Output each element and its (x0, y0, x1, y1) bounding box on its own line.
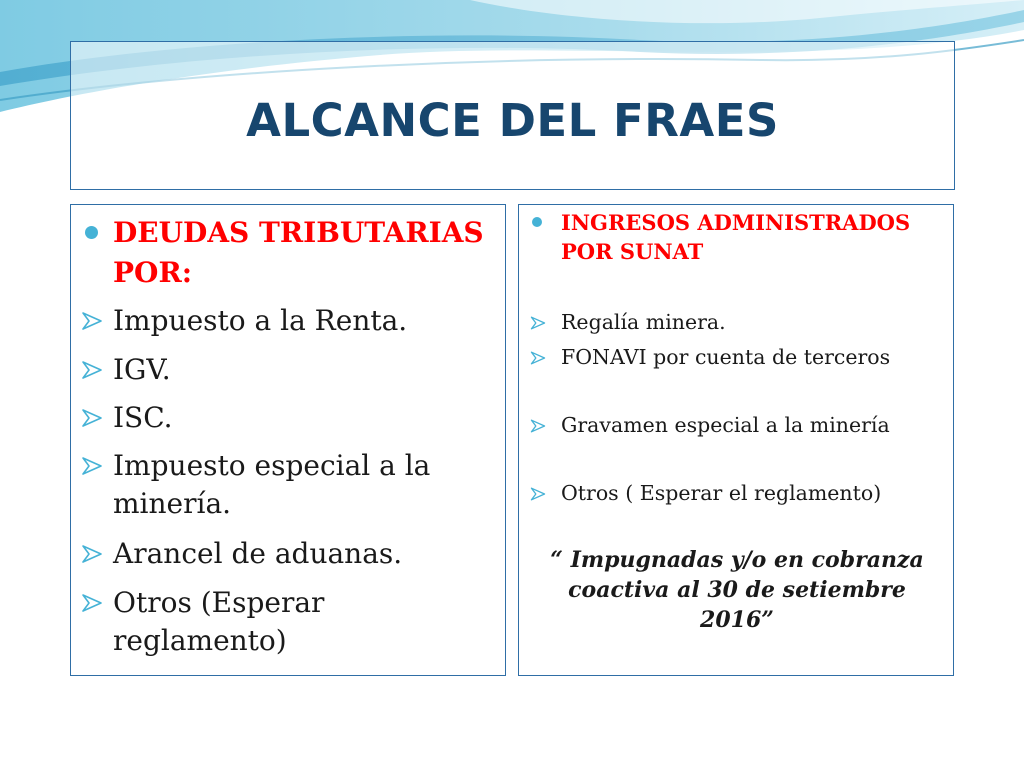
slide-title: ALCANCE DEL FRAES (246, 94, 779, 147)
left-item-6: Otros (Esperar reglamento) (113, 586, 325, 657)
left-panel (70, 204, 506, 676)
arrow-bullet-icon (530, 486, 546, 502)
arrow-bullet-icon (530, 315, 546, 331)
title-box (70, 41, 955, 190)
left-item-4: Impuesto especial a la minería. (113, 449, 431, 520)
right-heading: INGRESOS ADMINISTRADOS POR SUNAT (561, 210, 911, 264)
note-text: “ Impugnadas y/o en cobranza coactiva al 30 de setiembre 2016” (550, 547, 924, 633)
dot-bullet-icon (532, 217, 542, 227)
arrow-bullet-icon (81, 593, 103, 613)
arrow-bullet-icon (81, 456, 103, 476)
right-item-3: Gravamen especial a la minería (561, 413, 890, 437)
right-item-2: FONAVI por cuenta de terceros (561, 345, 891, 369)
left-item-3: ISC. (113, 401, 173, 434)
left-item-5: Arancel de aduanas. (113, 537, 403, 570)
dot-bullet-icon (85, 226, 98, 239)
left-item-1: Impuesto a la Renta. (113, 304, 408, 337)
right-item-1: Regalía minera. (561, 310, 726, 334)
left-item-2: IGV. (113, 353, 171, 386)
arrow-bullet-icon (81, 311, 103, 331)
arrow-bullet-icon (81, 544, 103, 564)
left-heading: DEUDAS TRIBUTARIAS POR: (113, 216, 484, 289)
arrow-bullet-icon (530, 418, 546, 434)
arrow-bullet-icon (530, 350, 546, 366)
arrow-bullet-icon (81, 408, 103, 428)
right-item-4: Otros ( Esperar el reglamento) (561, 481, 882, 505)
arrow-bullet-icon (81, 360, 103, 380)
right-panel (518, 204, 954, 676)
